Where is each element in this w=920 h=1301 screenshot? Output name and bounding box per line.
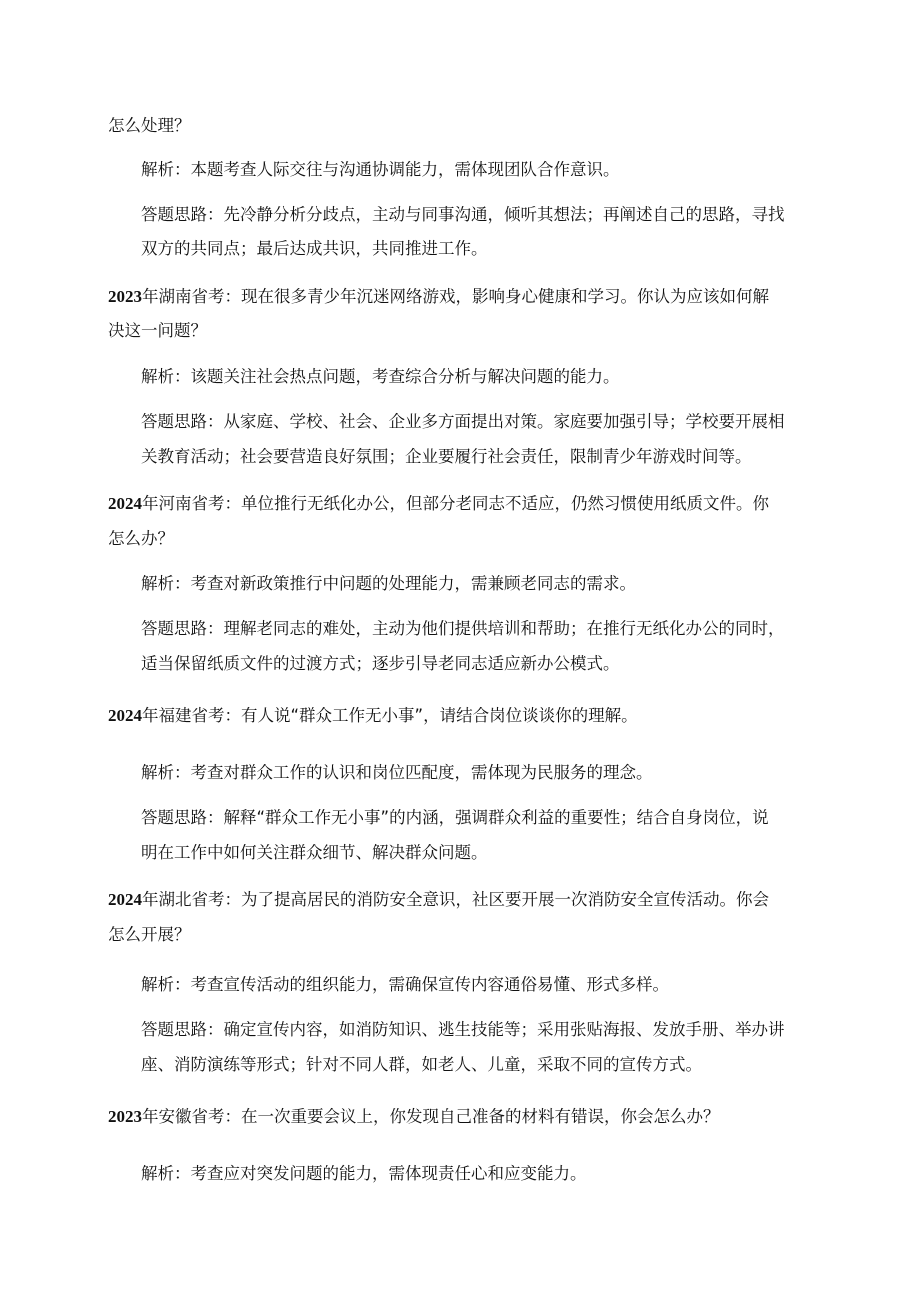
answer-line: 座、消防演练等形式；针对不同人群，如老人、儿童，采取不同的宣传方式。 [141,1055,702,1074]
analysis-line: 解析：本题考查人际交往与沟通协调能力，需体现团队合作意识。 [141,160,620,179]
answer-line: 答题思路：理解老同志的难处，主动为他们提供培训和帮助；在推行无纸化办公的同时， [141,619,785,638]
question-line: 怎么开展？ [108,925,191,944]
question-year: 2023 [108,287,142,306]
question-line: 2023年湖南省考：现在很多青少年沉迷网络游戏，影响身心健康和学习。你认为应该如何解 [108,287,769,306]
question-line: 2023年安徽省考：在一次重要会议上，你发现自己准备的材料有错误，你会怎么办？ [108,1107,720,1126]
analysis-line: 解析：考查对新政策推行中问题的处理能力，需兼顾老同志的需求。 [141,574,636,593]
answer-line: 答题思路：解释“群众工作无小事”的内涵，强调群众利益的重要性；结合自身岗位，说 [141,808,769,827]
question-line: 2024年河南省考：单位推行无纸化办公，但部分老同志不适应，仍然习惯使用纸质文件。你 [108,494,769,513]
question-line: 决这一问题？ [108,321,207,340]
answer-line: 适当保留纸质文件的过渡方式；逐步引导老同志适应新办公模式。 [141,654,620,673]
answer-line: 关教育活动；社会要营造良好氛围；企业要履行社会责任，限制青少年游戏时间等。 [141,447,752,466]
answer-line: 答题思路：确定宣传内容，如消防知识、逃生技能等；采用张贴海报、发放手册、举办讲 [141,1020,785,1039]
question-line: 2024年湖北省考：为了提高居民的消防安全意识，社区要开展一次消防安全宣传活动。你会 [108,890,769,909]
answer-line: 双方的共同点；最后达成共识，共同推进工作。 [141,239,488,258]
analysis-line: 解析：该题关注社会热点问题，考查综合分析与解决问题的能力。 [141,367,620,386]
answer-line: 答题思路：先冷静分析分歧点，主动与同事沟通，倾听其想法；再阐述自己的思路，寻找 [141,205,785,224]
question-line: 怎么办？ [108,529,174,548]
question-line: 2024年福建省考：有人说“群众工作无小事”，请结合岗位谈谈你的理解。 [108,706,638,725]
question-year: 2024 [108,890,142,909]
question-year: 2023 [108,1107,142,1126]
analysis-line: 解析：考查应对突发问题的能力，需体现责任心和应变能力。 [141,1164,587,1183]
question-line: 怎么处理？ [108,116,191,135]
question-year: 2024 [108,706,142,725]
analysis-line: 解析：考查对群众工作的认识和岗位匹配度，需体现为民服务的理念。 [141,763,653,782]
question-year: 2024 [108,494,142,513]
analysis-line: 解析：考查宣传活动的组织能力，需确保宣传内容通俗易懂、形式多样。 [141,975,669,994]
answer-line: 明在工作中如何关注群众细节、解决群众问题。 [141,843,488,862]
answer-line: 答题思路：从家庭、学校、社会、企业多方面提出对策。家庭要加强引导；学校要开展相 [141,412,785,431]
